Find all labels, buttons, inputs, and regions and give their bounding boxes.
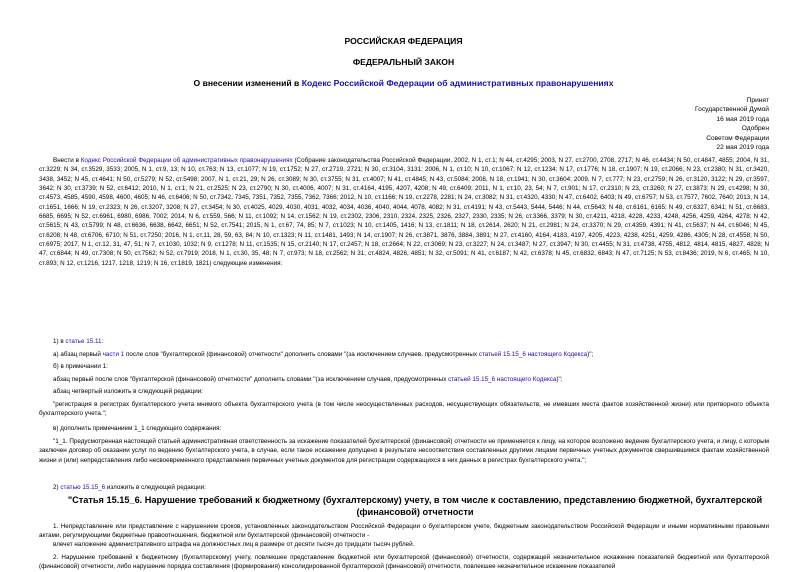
law-title-prefix: О внесении изменений в <box>193 78 302 88</box>
part-1-link[interactable]: части 1 <box>102 351 125 358</box>
item-2-prefix: 2) <box>53 484 61 491</box>
item-1a-suffix: )"; <box>587 351 594 358</box>
intro-code-link[interactable]: Кодекс Российской Федерации об административных правонарушениях <box>80 157 293 164</box>
adoption-line-2: Государственной Думой <box>695 106 769 114</box>
article-15-15-6-link[interactable]: статьей 15.15_6 настоящего Кодекса <box>478 351 588 358</box>
item-2 <box>53 484 206 491</box>
item-1a-prefix: а) абзац первый <box>53 351 103 358</box>
item-1 <box>53 338 103 345</box>
article-15-11-link[interactable]: статье 15.11 <box>65 338 102 345</box>
adoption-line-3: 16 мая 2019 года <box>716 115 769 123</box>
intro-prefix: Внести в <box>53 157 81 164</box>
item-1c-quote: "1_1. Предусмотренная настоящей статьей административная ответственность за искажение показателей бухгалтерской (финансовой) отчетности не применяется к лицу, на которое возложено ведение бухгалтерского учета, и лицу, с которым заключен договор об оказании услуг по ведению бухгалтерского учета, в случае, если такое искажение допущено в результате несоответствия составленных другими лицами первичных учетных документов свершившимся фактам хозяйственной жизни и (или) непредставления либо несвоевременного представления первичных учетных документов для регистрации содержащихся в них данных в регистрах бухгалтерского учета."; <box>39 438 769 464</box>
article-heading: "Статья 15.15_6. Нарушение требований к бюджетному (бухгалтерскому) учету, в том числе к составлению, представлению бюджетной, бухгалтерской (финансовой) отчетности <box>67 495 763 517</box>
article-paragraph-1: 1. Непредставление или представление с нарушением сроков, установленных законодательством Российской Федерации о бухгалтерском учете, бюджетным законодательством Российской Федерации и иными нормативными правовыми актами, регулирующими бюджетные правоотношения, бюджетной или бухгалтерской (финансовой) отчетности - <box>39 523 769 540</box>
country-heading: РОССИЙСКАЯ ФЕДЕРАЦИЯ <box>344 36 463 46</box>
adoption-line-4: Одобрен <box>741 125 769 133</box>
intro-body: (Собрание законодательства Российской Федерации, 2002, N 1, ст.1; N 44, ст.4295; 2003, N 27, ст.2700, 2708, 2717; N 46, ст.4434; N 50, ст.4847, 4855; 2004, N 31, ст.3229; N 34, ст.3529, 3533; 2005, N 1, ст.9, 13; N 10, ст.763; N 13, ст.1077; N 19, ст.1752; N 27, ст.2719, 2721; N 30, ст.3104, 3131; 2006, N 1, ст.10; N 10, ст.1067; N 12, ст.1234; N 17, ст.1776; N 18, ст.1907; N 19, ст.2066; N 23, ст.2380; N 31, ст.3420, 3438, 3452; N 45, ст.4641; N 50, ст.5279; N 52, ст.5498; 2007, N 1, ст.21, 29; N 26, ст.3089; N 30, ст.3755; N 31, ст.4007; N 41, ст.4845; N 43, ст.5084; 2008, N 18, ст.1941; N 30, ст.3604; 2009, N 7, ст.777; N 23, ст.2759; N 26, ст.3120, 3122; N 29, ст.3597, 3642; N 30, ст.3739; N 52, ст.6412; 2010, N 1, ст.1; N 21, ст.2525; N 23, ст.2790; N 30, ст.4006, 4007; N 31, ст.4164, 4195, 4207, 4208; N 49, ст.6409; 2011, N 1, ст.10, 23, 54; N 7, ст.901; N 17, ст.2310; N 23, ст.3260; N 27, ст.3873; N 29, ст.4298; N 30, ст.4573, 4585, 4590, 4598, 4600, 4605; N 46, ст.6406; N 50, ст.7342, 7345, 7351, 7352, 7355, 7362, 7366; 2012, N 10, ст.1166; N 19, ст.2278, 2281; N 24, ст.3082; N 31, ст.4320, 4330; N 47, ст.6402, 6403; N 49, ст.6757; N 53, ст.7577, 7602, 7640; 2013, N 14, ст.1651, 1666; N 19, ст.2323; N 26, ст.3207, 3208; N 27, ст.3454; N 30, ст.4025, 4029, 4030, 4031, 4032, 4034, 4036, 4040, 4044, 4078, 4082; N 31, ст.4191; N 43, ст.5443, 5444, 5446; N 44, ст.5643; N 48, ст.6161, 6165; N 49, ст.6327, 6341; N 51, ст.6683, 6685, 6695; N 52, ст.6961, 6980, 6986, 7002; 2014, N 6, ст.559, 566; N 11, ст.1092; N 14, ст.1562; N 19, ст.2302, 2306, 2310, 2324, 2325, 2326, 2327, 2330, 2335; N 26, ст.3366, 3379; N 30, ст.4211, 4218, 4228, 4233, 4248, 4256, 4259, 4264, 4278; N 42, ст.5615; N 43, ст.5799; N 48, ст.6636, 6638, 6642, 6651; N 52, ст.7541; 2015, N 1, ст.67, 74, 85; N 7, ст.1023; N 10, ст.1405, 1416; N 13, ст.1811; N 18, ст.2614, 2620; N 21, ст.2981; N 24, ст.3370; N 29, ст.4359, 4391; N 41, ст.5637; N 44, ст.6046; N 45, ст.6208; N 48, ст.6706, 6710; N 51, ст.7250; 2016, N 1, ст.11, 28, 59, 63, 84; N 10, ст.1323; N 11, ст.1481, 1493; N 14, ст.1907; N 26, ст.3871, 3876, 3884, 3891; N 27, ст.4160, 4164, 4183, 4197, 4205, 4223, 4238, 4251, 4259, 4286, 4305; N 28, ст.4558; N 50, ст.6975; 2017, N 1, ст.12, 31, 47, 51; N 7, ст.1030, 1032; N 9, ст.1278; N 11, ст.1535; N 15, ст.2140; N 17, ст.2457; N 18, ст.2664; N 22, ст.3069; N 23, ст.3227; N 24, ст.3487; N 27, ст.3947; N 30, ст.4455; N 31, ст.4738, 4755, 4812, 4814, 4815, 4827, 4828; N 47, ст.6844; N 49, ст.7308; N 50, ст.7562; N 52, ст.7919; 2018, N 1, ст.30, 35, 48; N 7, ст.973; N 18, ст.2562; N 31, ст.4824, 4826, 4851; N 32, ст.5091; N 41, ст.6187; N 42, ст.6378; N 45, ст.6832, 6843; N 47, ст.7125; N 53, ст.8436; 2019, N 6, ст.465; N 10, ст.893; N 12, ст.1216, 1217, 1218, 1219; N 16, ст.1819, 1821) следующие изменения: <box>39 157 769 267</box>
adoption-block <box>695 96 769 152</box>
article-15-15-6-link-2[interactable]: статьей 15.15_6 настоящего Кодекса <box>448 376 557 383</box>
adoption-line-6: 22 мая 2019 года <box>716 144 769 152</box>
item-2-suffix: изложить в следующей редакции: <box>105 484 206 491</box>
item-1b-fourth-paragraph: абзац четвертый изложить в следующей редакции: <box>53 388 204 395</box>
item-1a <box>53 351 593 358</box>
article-paragraph-1-penalty: влечет наложение административного штрафа на должностных лиц в размере от десяти тысяч до тридцати тысяч рублей. <box>53 541 415 548</box>
item-1b-quote: "регистрация в регистрах бухгалтерского учета мнимого объекта бухгалтерского учета (в том числе неосуществленных расходов, несуществующих обязательств, не имевших места фактов хозяйственной жизни) или притворного объекта бухгалтерского учета."; <box>39 401 769 418</box>
item-1a-mid: после слов "бухгалтерской (финансовой) отчетности" дополнить словами "(за исключением случаев, предусмотренных <box>124 351 479 358</box>
item-1-prefix: 1) в <box>53 338 66 345</box>
law-title-link[interactable]: Кодекс Российской Федерации об административных правонарушениях <box>301 78 614 88</box>
item-1b: б) в примечании 1: <box>53 363 108 370</box>
intro-paragraph <box>39 156 769 268</box>
article-paragraph-2: 2. Нарушение требований к бюджетному (бухгалтерскому) учету, повлекшее представление бюджетной или бухгалтерской (финансовой) отчетности, содержащей незначительное искажение показателей бюджетной или бухгалтерской (финансовой) отчетности, либо нарушение порядка составления (формирования) консолидированной бухгалтерской (финансовой) отчетности, повлекшее незначительное искажение показателей <box>39 554 769 571</box>
item-1c: в) дополнить примечанием 1_1 следующего содержания: <box>53 425 222 432</box>
item-1b-first-paragraph <box>53 376 563 383</box>
adoption-line-5: Советом Федерации <box>706 134 769 142</box>
article-15-15-6-link-3[interactable]: статью 15.15_6 <box>60 484 106 491</box>
item-1b-first-prefix: абзац первый после слов "бухгалтерской (финансовой) отчетности" дополнить словами "(за исключением случаев, предусмотренных <box>53 376 449 383</box>
doc-type-heading: ФЕДЕРАЛЬНЫЙ ЗАКОН <box>352 57 455 67</box>
law-title <box>0 78 807 88</box>
adoption-line-1: Принят <box>746 97 769 104</box>
item-1-suffix: : <box>101 338 104 345</box>
item-1b-first-suffix: )"; <box>556 376 563 383</box>
